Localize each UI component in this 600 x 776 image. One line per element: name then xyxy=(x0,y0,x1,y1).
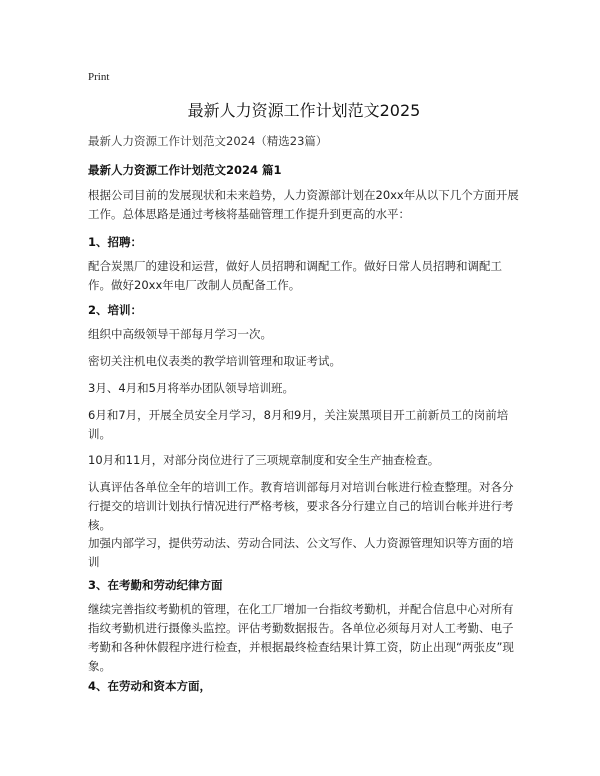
training-paragraph-6: 认真评估各单位全年的培训工作。教育培训部每月对培训台帐进行检查整理。对各分行提交的培训计划执行情况进行严格考核，要求各分行建立自己的培训台帐并进行考核。 xyxy=(88,480,514,532)
training-paragraph-7: 加强内部学习，提供劳动法、劳动合同法、公文写作、人力资源管理知识等方面的培训 xyxy=(88,536,514,569)
training-paragraph-1: 组织中高级领导干部每月学习一次。 xyxy=(88,327,272,341)
attendance-paragraph: 继续完善指纹考勤机的管理，在化工厂增加一台指纹考勤机，并配合信息中心对所有指纹考勤机进行摄像头监控。评估考勤数据报告。各单位必须每月对人工考勤、电子考勤和各种休假程序进行检查，并根据最终检查结果计算工资，防止出现“两张皮”现象。 xyxy=(88,602,514,673)
recruitment-paragraph: 配合炭黑厂的建设和运营，做好人员招聘和调配工作。做好日常人员招聘和调配工作。做好20xx年电厂改制人员配备工作。 xyxy=(88,259,502,292)
print-label[interactable]: Print xyxy=(88,71,110,83)
intro-paragraph: 根据公司目前的发展现状和未来趋势，人力资源部计划在20xx年从以下几个方面开展工作。总体思路是通过考核将基础管理工作提升到更高的水平： xyxy=(88,188,519,221)
item-heading-labor-capital: 4、在劳动和资本方面， xyxy=(88,679,212,693)
item-heading-attendance: 3、在考勤和劳动纪律方面 xyxy=(88,578,223,592)
item-heading-recruitment: 1、招聘： xyxy=(88,235,143,249)
training-paragraph-3: 3月、4月和5月将举办团队领导培训班。 xyxy=(88,381,294,395)
section-heading: 最新人力资源工作计划范文2024 篇1 xyxy=(88,163,282,177)
training-paragraph-5: 10月和11月，对部分岗位进行了三项规章制度和安全生产抽查检查。 xyxy=(88,453,440,467)
document-subtitle: 最新人力资源工作计划范文2024（精选23篇） xyxy=(88,134,328,148)
item-heading-training: 2、培训： xyxy=(88,303,143,317)
document-title: 最新人力资源工作计划范文2025 xyxy=(187,101,421,120)
training-paragraph-4: 6月和7月，开展全员安全月学习，8月和9月，关注炭黑项目开工前新员工的岗前培训。 xyxy=(88,408,509,441)
training-paragraph-2: 密切关注机电仪表类的教学培训管理和取证考试。 xyxy=(88,354,341,368)
